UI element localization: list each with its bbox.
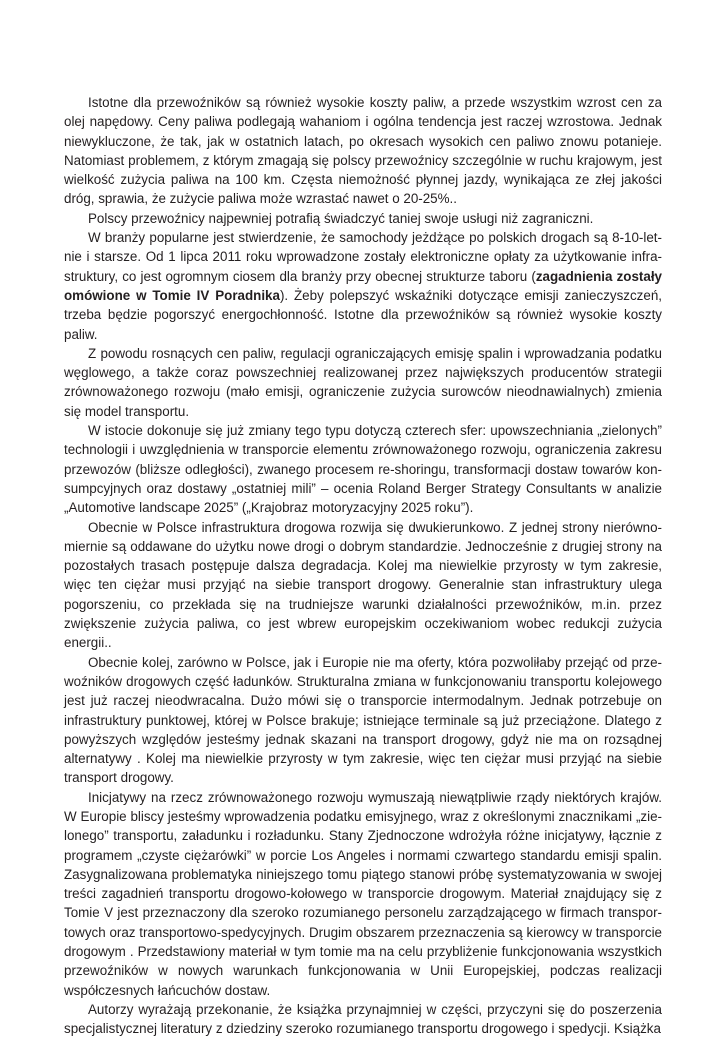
paragraph-rail-offer: Obecnie kolej, zarówno w Polsce, jak i Europie nie ma oferty, która pozwoliłaby przejąć od przewoźników drogowych część ładunków. Strukturalna zmiana w funkcjonowaniu transportu kolejowego jest już raczej nieodwracalna. Dużo mówi się o transporcie intermodalnym. Jednak potrzebuje on infrastruktury punktowej, której w Polsce brakuje; istniejące terminale są już przeciążone. Dlatego z powyższych względów jesteśmy jednak skazani na transport drogowy, gdyż nie ma on rozsądnej alternatywy . Kolej ma niewielkie przyrosty w tym zakresie, więc ten ciężar musi przyjąć na siebie transport drogowy. — [64, 654, 662, 786]
paragraph-fuel-costs: Istotne dla przewoźników są również wysokie koszty paliw, a przede wszystkim wzrost cen za olej napędowy. Ceny paliwa podlegają wahaniom i ogólna tendencja jest raczej wzrostowa. Jednak niewykluczone, że tak, jak w ostatnich latach, po okresach wysokich cen paliwo znowu potanieje. Natomiast problemem, z którym zmagają się polscy przewoźnicy szczególnie w ruchu krajowym, jest wielkość zużycia paliwa na 100 km. Częsta niemożność płynnej jazdy, wynikająca ze złej jakości dróg, sprawia, że zużycie paliwa może wzrastać nawet o 20-25%.. — [64, 95, 662, 207]
paragraph-transport-model: Z powodu rosnących cen paliw, regulacji ograniczających emisję spalin i wprowadzania podatku węglowego, a także coraz powszechniej realizowanej przez największych producentów strategii zrównoważonego rozwoju (mało emisji, ograniczenie zużycia surowców nieodnawialnych) zmienia się model transportu. — [64, 345, 662, 419]
volume-iv-reference: zagadnienia zostały omówione w Tomie IV Poradnika — [64, 268, 662, 303]
vehicle-age-text-end: ). Żeby polepszyć wskaźniki dotyczące emisji zanieczyszczeń, trzeba będzie pogorszyć energochłonność. Istotne dla przewoźników są również wysokie koszty paliw. — [64, 287, 662, 342]
document-page — [64, 93, 662, 1039]
paragraph-four-spheres: W istocie dokonuje się już zmiany tego typu dotyczą czterech sfer: upowszechniania „zielonych” technologii i uwzględnienia w transporcie elementu zrównoważonego rozwoju, ograniczenia zakresu przewozów (bliższe odległości), zwanego procesem re-shoringu, transformacji dostaw towarów konsumpcyjnych oraz dostawy „ostatniej mili” – ocenia Roland Berger Strategy Consultants w analizie „Automotive landscape 2025” („Krajobraz motoryzacyjny 2025 roku”). — [64, 423, 662, 516]
paragraph-road-infrastructure: Obecnie w Polsce infrastruktura drogowa rozwija się dwukierunkowo. Z jednej strony nierównomiernie są oddawane do użytku nowe drogi o dobrym standardzie. Jednocześnie z drugiej strony na pozostałych trasach postępuje dalsza degradacja. Kolej ma niewielkie przyrosty w tym zakresie, więc ten ciężar musi przyjąć na siebie transport drogowy. Generalnie stan infrastruktury ulega pogorszeniu, co przekłada się na trudniejsze warunki działalności przewoźników, m.in. przez zwiększenie zużycia paliwa, co jest wbrew europejskim oczekiwaniom wobec redukcji zużycia energii.. — [64, 519, 662, 651]
paragraph-authors: Autorzy wyrażają przekonanie, że książka przynajmniej w części, przyczyni się do poszerzenia specjalistycznej literatury z dziedziny szeroko rozumianego transportu drogowego i spedycji. Książka — [64, 1001, 662, 1037]
paragraph-vehicle-age — [64, 228, 662, 344]
paragraph-cheaper-services: Polscy przewoźnicy najpewniej potrafią świadczyć taniej swoje usługi niż zagraniczni. — [88, 210, 594, 226]
paragraph-sustainability-initiatives: Inicjatywy na rzecz zrównoważonego rozwoju wymuszają niewątpliwie rządy niektórych krajów. W Europie bliscy jesteśmy wprowadzenia podatku emisyjnego, wraz z określonymi znacznikami „zielonego” transportu, załadunku i rozładunku. Stany Zjednoczone wdrożyła różne inicjatywy, łącznie z programem „czyste ciężarówki” w porcie Los Angeles i normami czwartego standardu emisji spalin. Zasygnalizowana problematyka niniejszego tomu piątego stanowi próbę systematyzowania w swojej treści zagadnień transportu drogowo-kołowego w transporcie drogowym. Materiał znajdujący się z Tomie V jest przeznaczony dla szeroko rozumianego personelu zarządzającego w firmach transportowych oraz transportowo-spedycyjnych. Drugim obszarem przeznaczenia są kierowcy w transporcie drogowym . Przedstawiony materiał w tym tomie ma na celu przybliżenie funkcjonowania wszystkich przewoźników w nowych warunkach funkcjonowania w Unii Europejskiej, podczas realizacji współczesnych łańcuchów dostaw. — [64, 789, 662, 998]
vehicle-age-text: W branży popularne jest stwierdzenie, że samochody jeżdżące po polskich drogach są 8-10-letnie i starsze. Od 1 lipca 2011 roku wprowadzone zostały elektroniczne opłaty za użytkowanie infrastruktury, co jest ogromnym ciosem dla branży przy obecnej strukturze taboru ( — [64, 230, 662, 284]
